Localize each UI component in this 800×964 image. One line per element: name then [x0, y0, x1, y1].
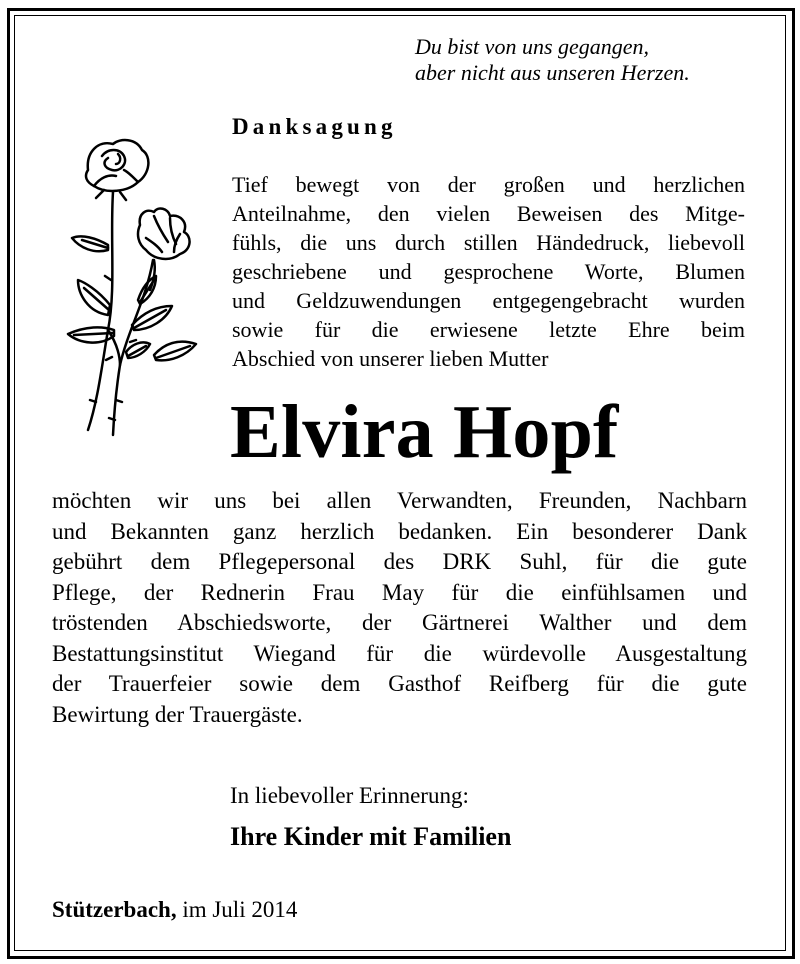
body-line: Bestattungsinstitut Wiegand für die würdevolle Ausgestaltung [52, 640, 747, 666]
place: Stützerbach, [52, 897, 177, 922]
motto [415, 34, 690, 86]
body-paragraph [52, 486, 747, 730]
closing-line: In liebevoller Erinnerung: [230, 783, 469, 808]
intro-line: Anteilnahme, den vielen Beweisen des Mitge- [232, 201, 745, 226]
deceased-name: Elvira Hopf [230, 390, 619, 474]
body-line: möchten wir uns bei allen Verwandten, Freunden, Nachbarn [52, 488, 747, 513]
intro-line: und Geldzuwendungen entgegengebracht wurden [232, 288, 745, 313]
signature: Ihre Kinder mit Familien [230, 822, 512, 851]
rose-illustration [58, 130, 208, 440]
body-line: tröstenden Abschiedsworte, der Gärtnerei Walther und dem [52, 610, 747, 635]
body-line: der Trauerfeier sowie dem Gasthof Reifberg für die gute [52, 671, 747, 696]
intro-line: Abschied von unserer lieben Mutter [232, 346, 549, 371]
intro-line: Tief bewegt von der großen und herzlichen [232, 172, 745, 197]
intro-line: fühls, die uns durch stillen Händedruck, liebevoll [232, 230, 745, 255]
heading-danksagung: Danksagung [232, 114, 397, 139]
body-line: Pflege, der Rednerin Frau May für die einfühlsamen und [52, 579, 747, 605]
motto-line-1: Du bist von uns gegangen, [415, 34, 650, 59]
motto-line-2: aber nicht aus unseren Herzen. [415, 60, 690, 85]
intro-line: geschriebene und gesprochene Worte, Blumen [232, 259, 745, 284]
place-date-line [52, 897, 297, 923]
intro-paragraph [232, 170, 745, 373]
intro-line: sowie für die erwiesene letzte Ehre beim [232, 317, 745, 342]
body-line: gebührt dem Pflegepersonal des DRK Suhl, für die gute [52, 549, 747, 574]
body-line: Bewirtung der Trauergäste. [52, 701, 303, 727]
date: im Juli 2014 [182, 897, 298, 922]
body-line: und Bekannten ganz herzlich bedanken. Ein besonderer Dank [52, 518, 747, 544]
